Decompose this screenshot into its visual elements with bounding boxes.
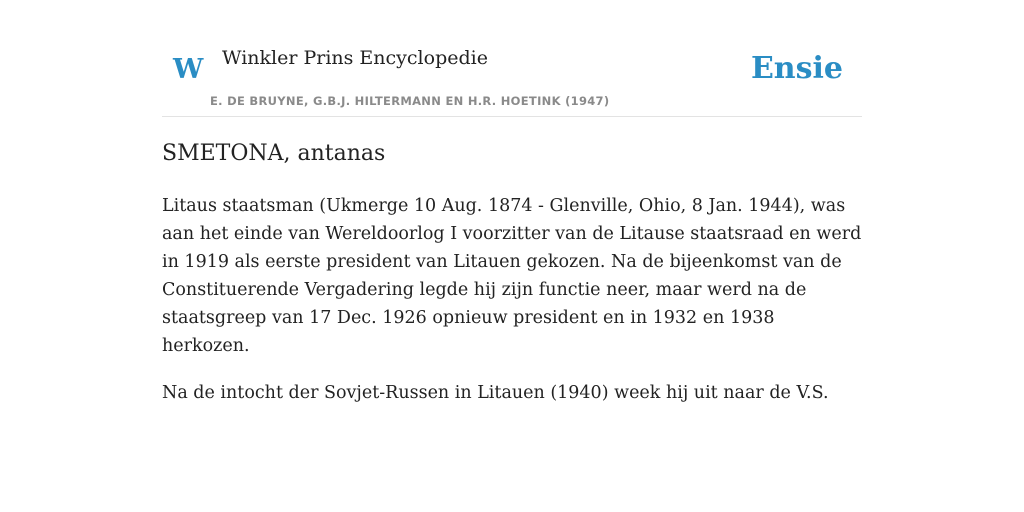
entry-title: SMETONA, antanas — [162, 141, 386, 166]
entry-body — [162, 192, 862, 426]
publication-header — [162, 0, 862, 117]
publication-logo[interactable]: W — [173, 54, 204, 85]
entry-paragraph: Na de intocht der Sovjet-Russen in Litauen (1940) week hij uit naar de V.S. — [162, 383, 829, 403]
publication-title[interactable]: Winkler Prins Encyclopedie — [222, 47, 488, 69]
publication-authors: E. DE BRUYNE, G.B.J. HILTERMANN EN H.R. HOETINK (1947) — [210, 94, 610, 108]
ensie-logo-link[interactable]: Ensie — [750, 51, 843, 86]
entry-paragraph: Litaus staatsman (Ukmerge 10 Aug. 1874 - Glenville, Ohio, 8 Jan. 1944), was aan het einde van Wereldoorlog I voorzitter van de Litause staatsraad en werd in 1919 als eerste president van Litauen gekozen. Na de bijeenkomst van de Constituerende Vergadering legde hij zijn functie neer, maar werd na de staatsgreep van 17 Dec. 1926 opnieuw president en in 1932 en 1938 herkozen. — [162, 196, 862, 356]
